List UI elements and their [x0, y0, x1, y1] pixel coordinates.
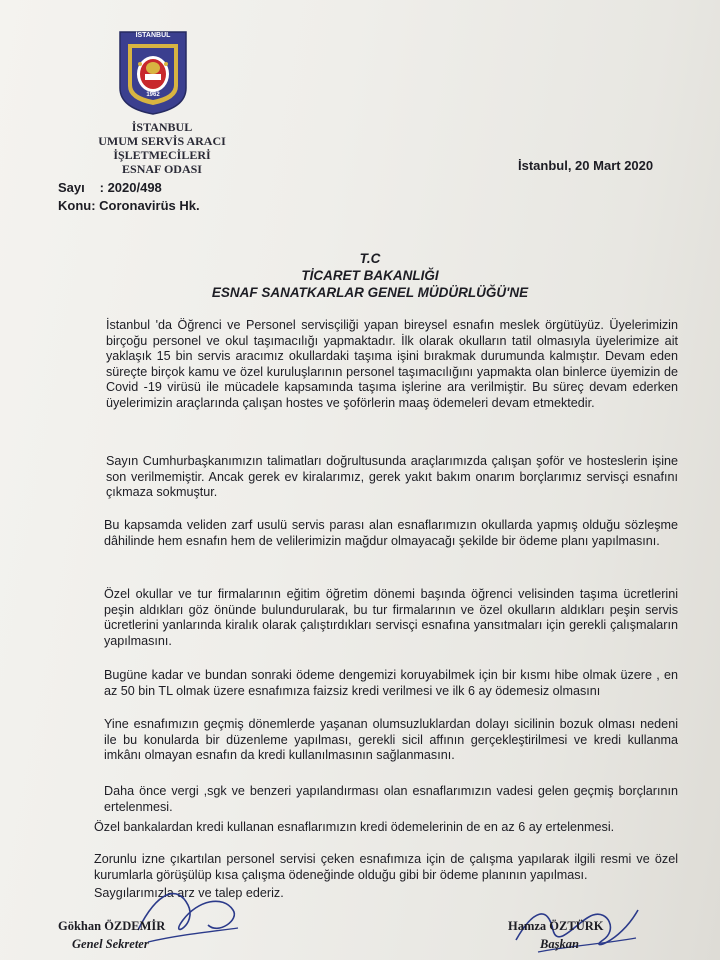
paragraph: Sayın Cumhurbaşkanımızın talimatları doğrultusunda araçlarımızda çalışan şoför ve hosteslerin işine son verilmemiştir. Ancak gerek ev kiralarımız, gerek yakıt bakım onarım borçlarımız servisçi esnafını çıkmaza sokmuştur.: [106, 454, 678, 500]
organization-name: [70, 120, 254, 176]
seal-year-text: 1962: [146, 92, 160, 98]
left-signatory-name: Gökhan ÖZDEMİR: [58, 919, 166, 933]
right-signatory-title: Başkan: [540, 937, 579, 951]
recipient-block: [150, 250, 590, 301]
org-line-1: İSTANBUL: [131, 120, 193, 134]
sayi-label: Sayı: [58, 180, 85, 195]
paragraph: Bugüne kadar ve bundan sonraki ödeme dengemizi koruyabilmek için bir kısmı hibe olmak üzere , en az 50 bin TL olmak üzere esnafımıza faizsiz kredi verilmesi ve ilk 6 ay ödemesiz olmasını: [104, 668, 678, 698]
closing-line: Saygılarımızla arz ve talep ederiz.: [94, 886, 284, 900]
recipient-line-2: TİCARET BAKANLIĞI: [301, 268, 439, 283]
konu-label: Konu:: [58, 198, 96, 213]
recipient-line-3: ESNAF SANATKARLAR GENEL MÜDÜRLÜĞÜ'NE: [211, 285, 529, 300]
paragraph: İstanbul 'da Öğrenci ve Personel servisçiliği yapan bireysel esnafın meslek örgütüyüz. Üyelerimizin birçoğu personel ve okul taşımacılığı yapmaktadır. İlk olarak okulların tatil olmasıyla üyelerimize ait yaklaşık 15 bin servis aracımız okullardaki taşıma işini bırakmak durumunda kalmıştır. Devam eden süreçte birçok kamu ve özel kuruluşlarının personel taşımacılığını yapmakta olan binlerce üyemizin de Covid -19 virüsü ile mücadele kapsamında taşıma işlerine ara verilmiştir. Bu süreç devam ederken üyelerimizin araçlarında çalışan hostes ve şoförlerin maaş ödemeleri devam etmektedir.: [106, 318, 678, 410]
subject-line: [58, 198, 200, 213]
reference-number: [58, 180, 162, 195]
chamber-seal-icon: [118, 30, 188, 116]
org-line-3: ESNAF ODASI: [122, 162, 202, 176]
konu-value: Coronavirüs Hk.: [99, 198, 200, 213]
org-line-2: UMUM SERVİS ARACI İŞLETMECİLERİ: [98, 134, 226, 162]
left-signatory-title: Genel Sekreter: [72, 937, 149, 951]
paragraph: Bu kapsamda veliden zarf usulü servis parası alan esnaflarımızın okullarda yapmış olduğu sözleşme dâhilinde hem esnafın hem de velilerimizin mağdur olmayacağı şekilde bir ödeme planı yapılmasını.: [104, 518, 678, 548]
letter-date: İstanbul, 20 Mart 2020: [518, 158, 654, 173]
right-signatory-name: Hamza ÖZTÜRK: [508, 919, 604, 933]
paragraph: Yine esnafımızın geçmiş dönemlerde yaşanan olumsuzluklardan dolayı sicilinin bozuk olması nedeni ile bu konularda bir düzenleme yapılması, gerekli sicil affının gerçekleştirilmesi ve kredi kullanma imkânı olmayan esnafın da kredi kullanılmasının sağlanmasını.: [104, 717, 678, 763]
paragraph: Zorunlu izne çıkartılan personel servisi çeken esnafımıza için de çalışma yapılarak ilgili resmi ve özel kurumlarla görüşülüp kısa çalışma ödeneğinde olduğu gibi bir ödeme planının yapılması.: [94, 852, 678, 882]
paragraph: Özel bankalardan kredi kullanan esnaflarımızın kredi ödemelerinin de en az 6 ay ertelenmesi.: [94, 820, 615, 834]
recipient-line-1: T.C: [359, 251, 381, 266]
sayi-value: : 2020/498: [99, 180, 162, 195]
paragraph: Daha önce vergi ,sgk ve benzeri yapılandırması olan esnaflarımızın vadesi gelen geçmiş borçlarının ertelenmesi.: [104, 784, 678, 814]
paragraph: Özel okullar ve tur firmalarının eğitim öğretim dönemi başında öğrenci velisinden taşıma ücretlerini peşin aldıkları göz önünde bulundurularak, bu tur firmalarının ve özel okulların aldıkları peşin servis ücretlerini yanlarında kiralık olarak çalıştırdıkları servisçi esnafına yansıtmaları için gerekli çalışmaların yapılmasını.: [104, 587, 678, 648]
seal-top-text: İSTANBUL: [135, 32, 171, 39]
